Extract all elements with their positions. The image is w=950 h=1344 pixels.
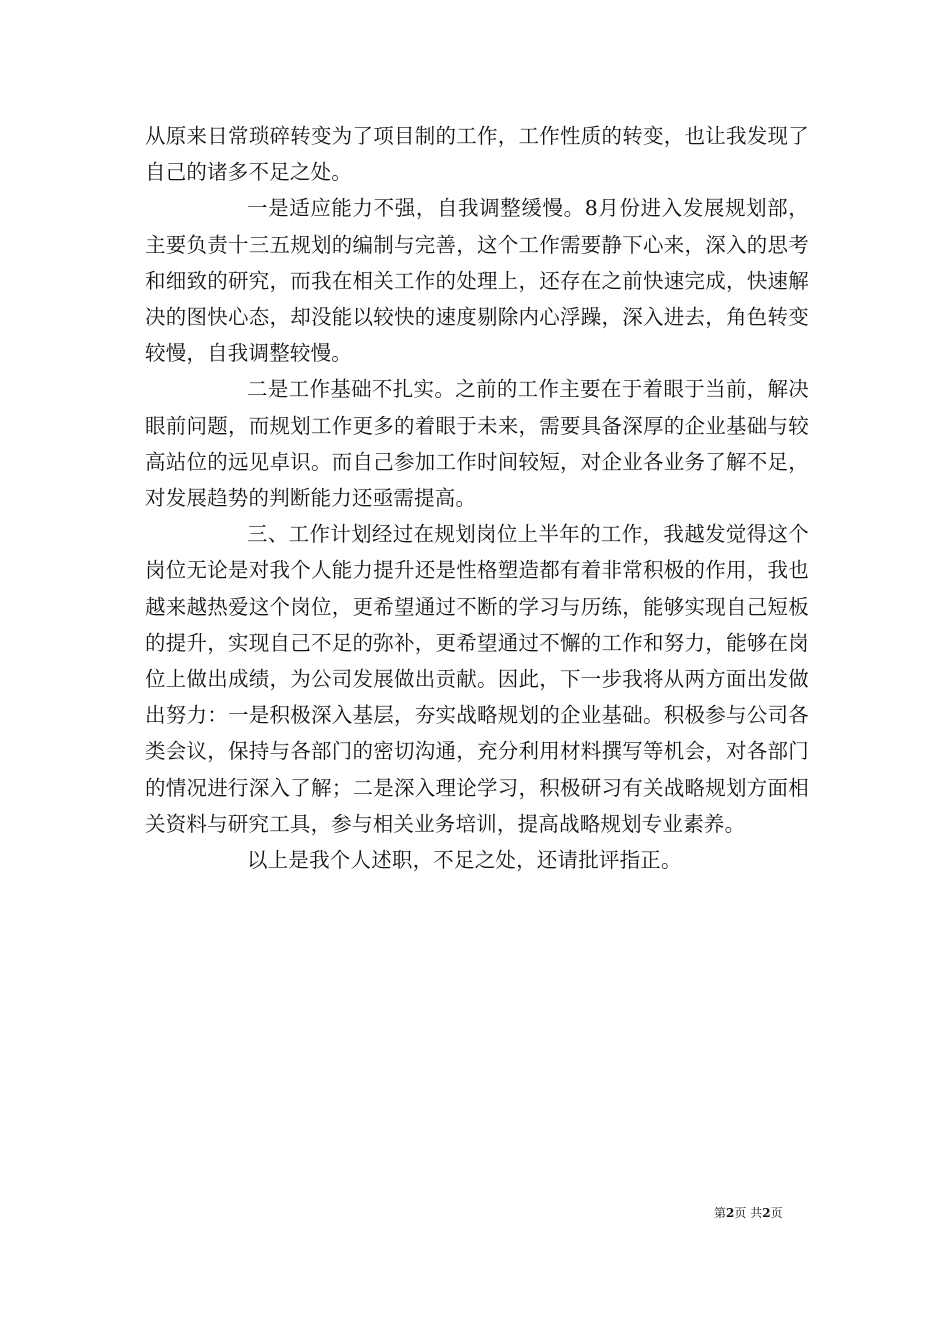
paragraph-continuation: 从原来日常琐碎转变为了项目制的工作，工作性质的转变，也让我发现了自己的诸多不足之处。 xyxy=(145,124,809,185)
footer-current-page: 2 xyxy=(726,1206,735,1220)
footer-middle: 页 共 xyxy=(734,1206,763,1220)
page-number-footer xyxy=(714,1205,783,1221)
paragraph-work-plan: 三、工作计划经过在规划岗位上半年的工作，我越发觉得这个岗位无论是对我个人能力提升还是性格塑造都有着非常积极的作用，我也越来越热爱这个岗位，更希望通过不断的学习与历练，能够实现自己短板的提升，实现自己不足的弥补，更希望通过不懈的工作和努力，能够在岗位上做出成绩，为公司发展做出贡献。因此，下一步我将从两方面出发做出努力：一是积极深入基层，夯实战略规划的企业基础。积极参与公司各类会议，保持与各部门的密切沟通，充分利用材料撰写等机会，对各部门的情况进行深入了解；二是深入理论学习，积极研习有关战略规划方面相关资料与研究工具，参与相关业务培训，提高战略规划专业素养。 xyxy=(145,522,809,836)
paragraph-closing: 以上是我个人述职，不足之处，还请批评指正。 xyxy=(247,848,682,873)
paragraph-adaptability: 一是适应能力不强，自我调整缓慢。8月份进入发展规划部，主要负责十三五规划的编制与完善，这个工作需要静下心来，深入的思考和细致的研究，而我在相关工作的处理上，还存在之前快速完成，快速解决的图快心态，却没能以较快的速度剔除内心浮躁，深入进去，角色转变较慢，自我调整较慢。 xyxy=(145,196,809,366)
paragraph-work-foundation: 二是工作基础不扎实。之前的工作主要在于着眼于当前，解决眼前问题，而规划工作更多的着眼于未来，需要具备深厚的企业基础与较高站位的远见卓识。而自己参加工作时间较短，对企业各业务了解不足，对发展趋势的判断能力还亟需提高。 xyxy=(145,377,809,511)
footer-total-pages: 2 xyxy=(762,1206,771,1220)
document-body xyxy=(145,118,809,878)
footer-suffix: 页 xyxy=(770,1206,783,1220)
footer-prefix: 第 xyxy=(714,1206,727,1220)
